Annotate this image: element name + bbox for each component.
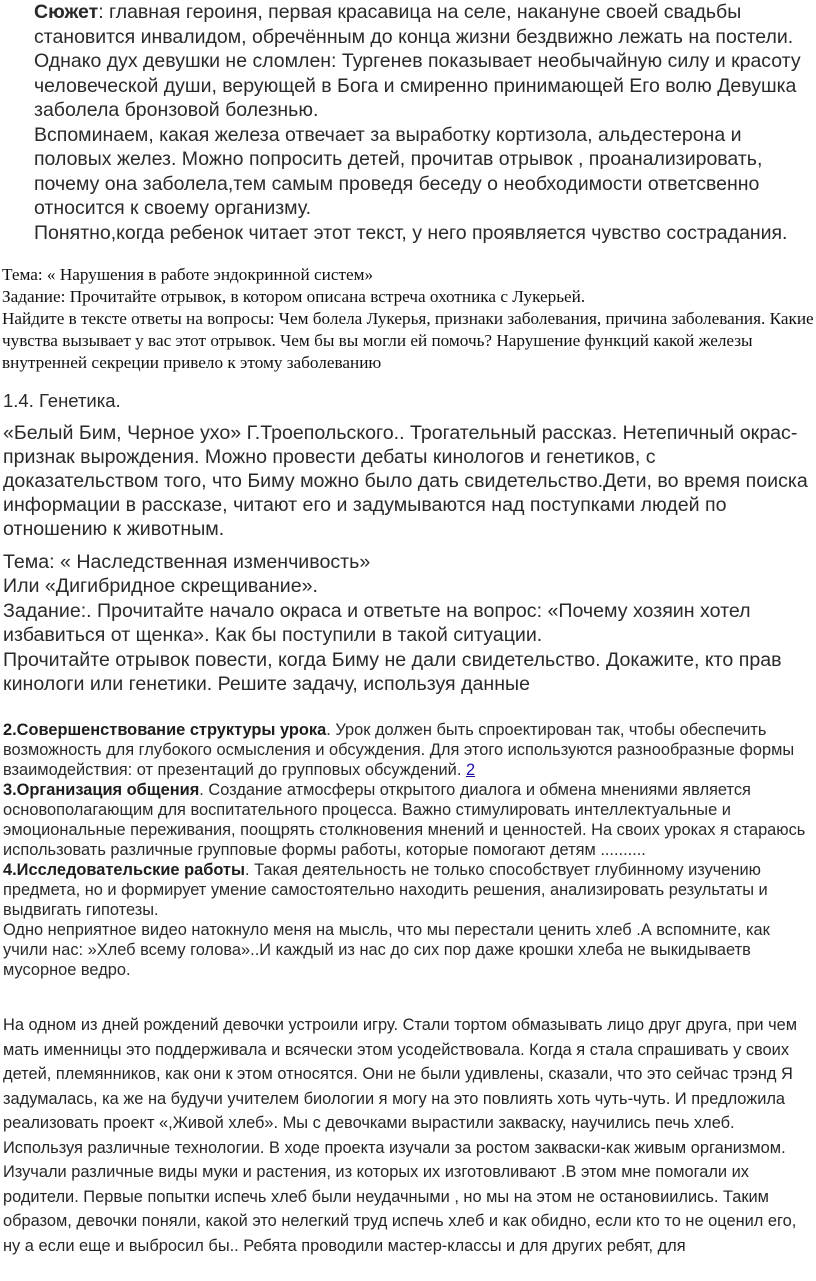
communication-label: 3.Организация общения bbox=[3, 781, 200, 799]
bread-project-section bbox=[3, 1013, 815, 1258]
plot-paragraph bbox=[34, 0, 816, 123]
communication-paragraph bbox=[3, 780, 815, 860]
plot-label: Сюжет bbox=[34, 1, 99, 23]
heredity-topic: Тема: « Наследственная изменчивость» bbox=[3, 551, 371, 573]
lesson-structure-text: . Урок должен быть спроектирован так, чтобы обеспечить возможность для глубокого осмысления и обсуждения. Для этого используются разнообразные формы взаимодействия: от презентаций до групповых обсуждений. bbox=[3, 721, 795, 779]
heredity-task-paragraph: Прочитайте отрывок повести, когда Биму не дали свидетельство. Докажите, кто прав кинологи или генетики. Решите задачу, используя данные bbox=[3, 648, 782, 696]
white-bim-section bbox=[3, 421, 815, 541]
lesson-structure-paragraph bbox=[3, 720, 815, 780]
heredity-assignment: Задание:. Прочитайте начало окраса и ответьте на вопрос: «Почему хозяин хотел избавиться от щенка». Как бы поступили в такой ситуации. bbox=[3, 599, 751, 647]
genetics-heading: 1.4. Генетика. bbox=[3, 390, 121, 411]
endocrine-questions: Найдите в тексте ответы на вопросы: Чем болела Лукерья, признаки заболевания, причина заболевания. Какие чувства вызывает у вас этот отрывок. Чем бы вы могли ей помочь? Нарушение функций какой железы внутренней секреции привело к этому заболеванию bbox=[2, 309, 814, 372]
white-bim-paragraph: «Белый Бим, Черное ухо» Г.Троепольского.. Трогательный рассказ. Нетепичный окрас-признак вырождения. Можно провести дебаты кинологов и генетиков, с доказательством того, что Биму можно было дать свидетельство.Дети, во время поиска информации в рассказе, читают его и задумываются над поступками людей по отношению к животным. bbox=[3, 422, 808, 540]
heredity-task-section bbox=[3, 550, 815, 696]
bread-project-paragraph: На одном из дней рождений девочки устроили игру. Стали тортом обмазывать лицо друг друга, при чем мать именницы это поддерживала и всячески этом усодействовала. Когда я стала спрашивать у своих детей, племянников, как они к этом относятся. Они не были удивлены, сказали, что это сейчас трэнд Я задумалась, ка же на будучи учителем биологии я могу на это повлиять хоть чуть-чуть. И предложила реализовать проект «,Живой хлеб». Мы с девочками вырастили закваску, научились печь хлеб. Используя различные технологии. В ходе проекта изучали за ростом закваски-как живым организмом. Изучали различные виды муки и растения, из которых их изготовливают .В этом мне помогали их родители. Первые попытки испечь хлеб были неудачными , но мы на этом не остановиились. Таким образом, девочки поняли, какой это нелегкий труд испечь хлеб и как обидно, если кто то не оценил его, ну а если еще и выбросил бы.. Ребята проводили мастер-классы и для других ребят, для bbox=[3, 1016, 798, 1255]
plot-section bbox=[34, 0, 816, 245]
compassion-paragraph: Понятно,когда ребенок читает этот текст, у него проявляется чувство сострадания. bbox=[34, 221, 788, 244]
endocrine-assignment: Задание: Прочитайте отрывок, в котором описана встреча охотника с Лукерьей. bbox=[2, 287, 586, 306]
gland-paragraph: Вспоминаем, какая железа отвечает за выработку кортизола, альдестерона и половых желез. Можно попросить детей, прочитав отрывок , проанализировать, почему она заболела,тем самым проведя беседу о необходимости ответсвенно относится к своему организму. bbox=[34, 123, 763, 219]
research-text: . Такая деятельность не только способствует глубинному изучению предмета, но и формирует умение самостоятельно находить решения, анализировать результаты и выдвигать гипотезы. bbox=[3, 861, 768, 919]
research-paragraph bbox=[3, 860, 815, 920]
endocrine-task-section bbox=[2, 264, 814, 374]
footnote-link[interactable]: 2 bbox=[465, 761, 476, 779]
research-label: 4.Исследовательские работы bbox=[3, 861, 245, 879]
endocrine-topic: Тема: « Нарушения в работе эндокринной систем» bbox=[2, 265, 374, 284]
methods-section bbox=[3, 720, 815, 980]
dihybrid-topic: Или «Дигибридное скрещивание». bbox=[3, 575, 318, 598]
bread-video-paragraph: Одно неприятное видео натокнуло меня на мысль, что мы перестали ценить хлеб .А вспомните, как учили нас: »Хлеб всему голова»..И каждый из нас до сих пор даже крошки хлеба не выкидываетв мусорное ведро. bbox=[3, 921, 770, 979]
communication-text: . Создание атмосферы открытого диалога и обмена мнениями является основополагающим для воспитательного процесса. Важно стимулировать интеллектуальные и эмоциональные переживания, поощрять столкновения мнений и ценностей. На своих уроках я стараюсь использовать различные групповые формы работы, которые помогают детям .......... bbox=[3, 781, 806, 859]
lesson-structure-label: 2.Совершенствование структуры урока bbox=[3, 721, 327, 739]
plot-text: : главная героиня, первая красавица на селе, накануне своей свадьбы становится инвалидом, обречённым до конца жизни бездвижно лежать на постели. Однако дух девушки не сломлен: Тургенев показывает необычайную силу и красоту человеческой души, верующей в Бога и смиренно принимающей Его волю Девушка заболела бронзовой болезнью. bbox=[34, 1, 801, 121]
